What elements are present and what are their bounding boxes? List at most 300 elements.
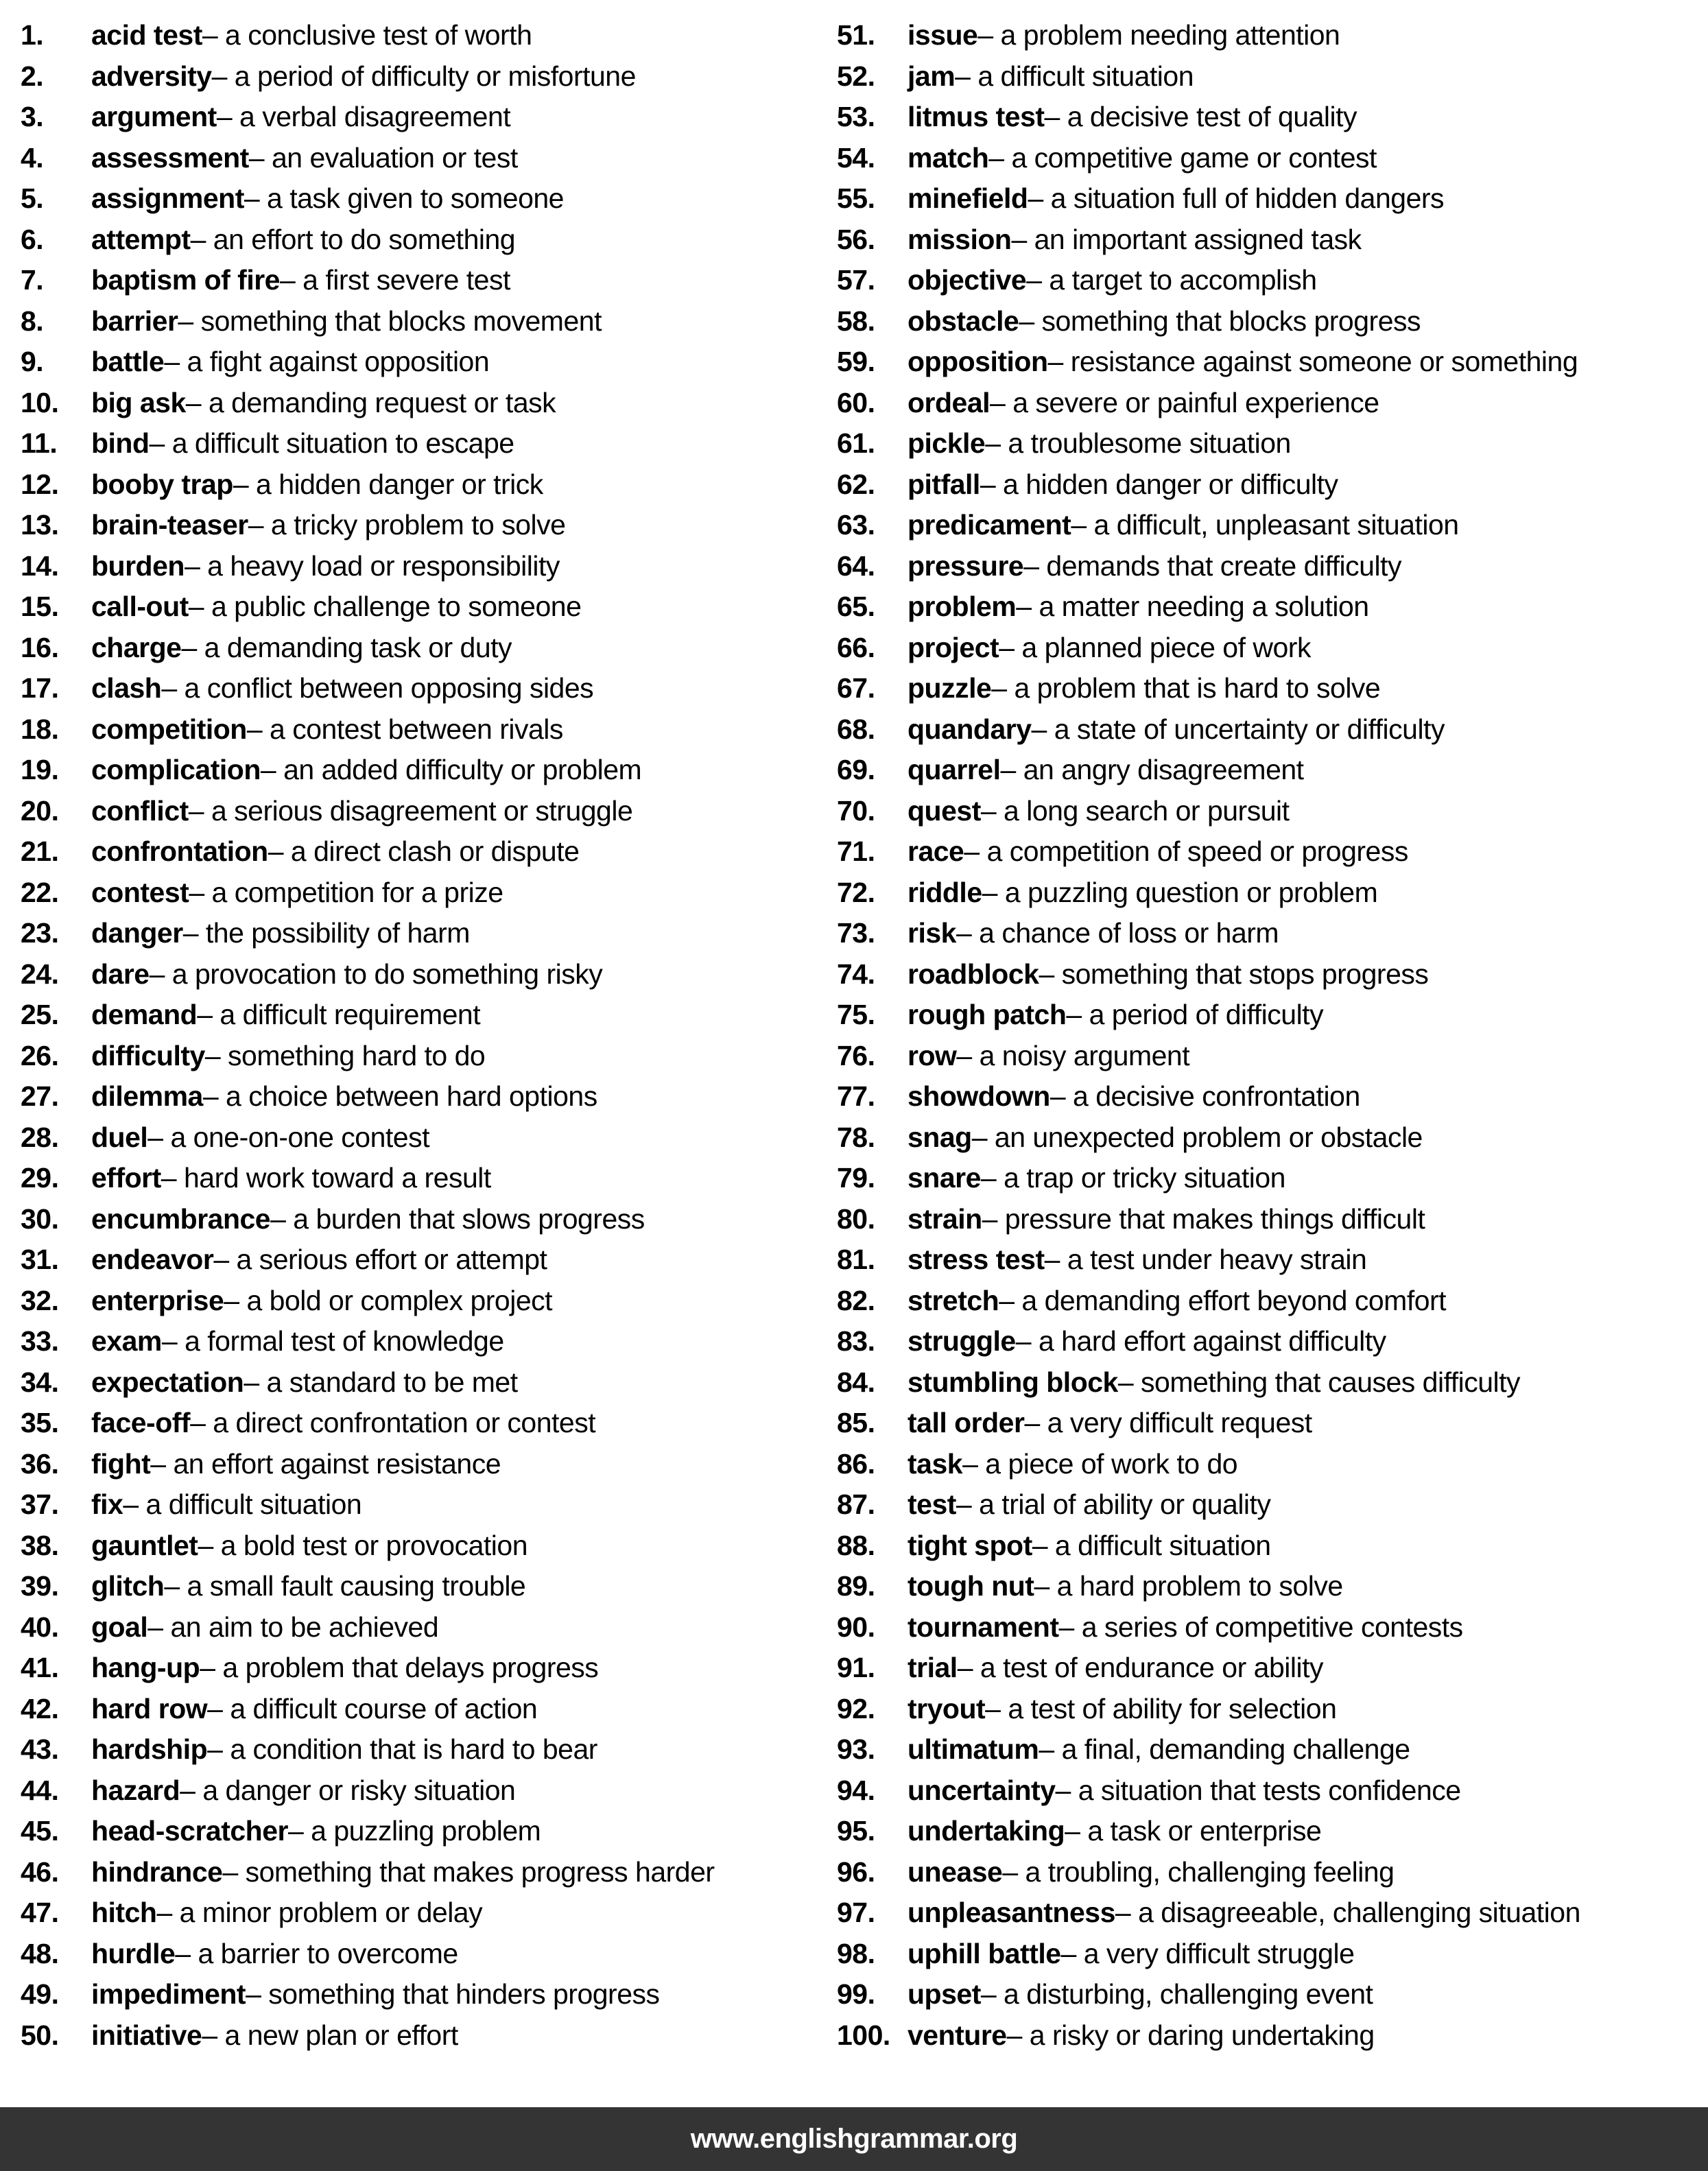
item-number: 47. <box>21 1897 59 1929</box>
list-item <box>837 2015 1708 2056</box>
item-term: danger <box>91 917 183 949</box>
item-number: 40. <box>21 1611 59 1643</box>
list-item <box>837 1484 1708 1526</box>
item-number: 35. <box>21 1407 59 1439</box>
item-definition: – a hidden danger or difficulty <box>980 468 1338 500</box>
item-number: 8. <box>21 305 44 337</box>
item-number: 12. <box>21 468 59 500</box>
item-number: 53. <box>837 101 875 133</box>
item-term: riddle <box>908 876 982 908</box>
item-definition: – a serious disagreement or struggle <box>188 794 633 827</box>
item-definition: – resistance against someone or something <box>1047 346 1578 378</box>
item-number: 45. <box>21 1815 59 1847</box>
item-definition: – a target to accomplish <box>1026 264 1317 296</box>
item-definition: – a formal test of knowledge <box>161 1325 504 1357</box>
item-definition: – something that blocks progress <box>1019 305 1421 337</box>
list-item <box>837 586 1708 628</box>
item-term: hurdle <box>91 1937 176 1969</box>
item-number: 11. <box>21 427 58 460</box>
item-definition: – hard work toward a result <box>161 1162 491 1194</box>
list-item <box>21 97 837 138</box>
item-number: 91. <box>837 1652 875 1684</box>
item-number: 37. <box>21 1488 59 1521</box>
item-definition: – a problem that delays progress <box>200 1652 599 1684</box>
list-item <box>837 1893 1708 1934</box>
list-item <box>21 1036 837 1077</box>
item-term: attempt <box>91 223 191 255</box>
item-term: minefield <box>908 182 1028 215</box>
item-definition: – a period of difficulty or misfortune <box>211 60 636 92</box>
item-definition: – a risky or daring undertaking <box>1006 2019 1375 2051</box>
item-definition: – a serious effort or attempt <box>213 1244 547 1276</box>
item-definition: – a difficult situation <box>955 60 1194 92</box>
item-term: charge <box>91 631 182 663</box>
item-term: quandary <box>908 713 1032 745</box>
item-definition: – a difficult, unpleasant situation <box>1071 509 1459 541</box>
item-number: 79. <box>837 1162 875 1194</box>
list-item <box>837 15 1708 56</box>
item-term: complication <box>91 754 261 786</box>
list-item <box>21 913 837 954</box>
item-definition: – a demanding task or duty <box>181 631 512 663</box>
item-number: 81. <box>837 1244 875 1276</box>
item-term: hang-up <box>91 1652 200 1684</box>
footer-bar <box>0 2107 1708 2171</box>
item-definition: – something that stops progress <box>1039 958 1429 990</box>
item-number: 16. <box>21 631 59 663</box>
item-definition: – an effort to do something <box>190 223 516 255</box>
item-term: head-scratcher <box>91 1815 288 1847</box>
item-definition: – an important assigned task <box>1011 223 1362 255</box>
item-definition: – the possibility of harm <box>182 917 470 949</box>
item-number: 64. <box>837 549 875 582</box>
item-number: 58. <box>837 305 875 337</box>
list-item <box>837 668 1708 709</box>
item-definition: – a test under heavy strain <box>1044 1244 1367 1276</box>
list-item <box>21 1811 837 1852</box>
item-number: 4. <box>21 141 44 174</box>
list-item <box>21 709 837 750</box>
item-term: uncertainty <box>908 1774 1056 1806</box>
item-term: unpleasantness <box>908 1897 1115 1929</box>
item-number: 97. <box>837 1897 875 1929</box>
list-item <box>21 1974 837 2015</box>
list-item <box>837 1076 1708 1117</box>
item-definition: – a difficult course of action <box>207 1692 538 1724</box>
item-number: 19. <box>21 754 59 786</box>
list-item <box>21 464 837 506</box>
item-definition: – a situation full of hidden dangers <box>1028 182 1445 215</box>
item-number: 31. <box>21 1244 59 1276</box>
item-definition: – a trap or tricky situation <box>980 1162 1285 1194</box>
list-item <box>21 1934 837 1975</box>
item-term: fix <box>91 1488 123 1521</box>
item-term: clash <box>91 672 162 704</box>
item-number: 14. <box>21 549 59 582</box>
item-number: 36. <box>21 1447 59 1480</box>
item-term: struggle <box>908 1325 1016 1357</box>
item-number: 39. <box>21 1570 59 1602</box>
list-item <box>21 1362 837 1403</box>
item-number: 76. <box>837 1039 875 1071</box>
item-definition: – a hidden danger or trick <box>233 468 543 500</box>
item-number: 84. <box>837 1366 875 1398</box>
item-term: assignment <box>91 182 244 215</box>
item-term: tall order <box>908 1407 1025 1439</box>
item-definition: – an evaluation or test <box>248 141 518 174</box>
item-number: 93. <box>837 1733 875 1766</box>
item-term: conflict <box>91 794 189 827</box>
item-definition: – a chance of loss or harm <box>956 917 1279 949</box>
item-number: 38. <box>21 1529 59 1561</box>
item-term: baptism of fire <box>91 264 280 296</box>
item-term: endeavor <box>91 1244 214 1276</box>
list-item <box>21 1729 837 1770</box>
list-item <box>837 1811 1708 1852</box>
item-term: tough nut <box>908 1570 1034 1602</box>
item-term: argument <box>91 101 217 133</box>
item-term: stress test <box>908 1244 1045 1276</box>
item-term: row <box>908 1039 957 1071</box>
item-definition: – a choice between hard options <box>202 1080 597 1113</box>
item-definition: – a final, demanding challenge <box>1039 1733 1410 1766</box>
item-definition: – something that makes progress harder <box>222 1855 715 1888</box>
item-definition: – a minor problem or delay <box>156 1897 483 1929</box>
item-definition: – a competition of speed or progress <box>964 835 1408 868</box>
list-item <box>837 1934 1708 1975</box>
item-term: hitch <box>91 1897 157 1929</box>
item-definition: – an added difficulty or problem <box>260 754 642 786</box>
item-definition: – pressure that makes things difficult <box>982 1202 1425 1235</box>
item-term: snag <box>908 1121 972 1153</box>
item-term: acid test <box>91 19 202 51</box>
item-term: match <box>908 141 989 174</box>
item-number: 42. <box>21 1692 59 1724</box>
item-definition: – a demanding effort beyond comfort <box>999 1284 1447 1316</box>
item-term: expectation <box>91 1366 244 1398</box>
list-item <box>21 1199 837 1240</box>
item-number: 57. <box>837 264 875 296</box>
item-number: 46. <box>21 1855 59 1888</box>
item-number: 62. <box>837 468 875 500</box>
list-item <box>21 1689 837 1730</box>
list-item <box>21 220 837 261</box>
item-definition: – a verbal disagreement <box>216 101 511 133</box>
list-item <box>837 546 1708 587</box>
item-number: 1. <box>21 19 44 51</box>
item-term: upset <box>908 1978 981 2010</box>
item-term: problem <box>908 591 1017 623</box>
item-number: 20. <box>21 794 59 827</box>
list-item <box>837 995 1708 1036</box>
item-number: 33. <box>21 1325 59 1357</box>
item-number: 30. <box>21 1202 59 1235</box>
item-number: 41. <box>21 1652 59 1684</box>
list-item <box>21 546 837 587</box>
list-item <box>837 1607 1708 1648</box>
item-term: mission <box>908 223 1012 255</box>
item-term: contest <box>91 876 189 908</box>
item-number: 17. <box>21 672 59 704</box>
list-item <box>21 1403 837 1444</box>
item-number: 61. <box>837 427 875 460</box>
word-list-column-right <box>837 15 1708 2056</box>
item-term: rough patch <box>908 999 1067 1031</box>
list-item <box>21 954 837 995</box>
item-term: issue <box>908 19 978 51</box>
item-term: assessment <box>91 141 249 174</box>
item-number: 68. <box>837 713 875 745</box>
list-item <box>21 178 837 220</box>
list-item <box>21 1770 837 1812</box>
item-definition: – a bold test or provocation <box>198 1529 528 1561</box>
list-item <box>21 1239 837 1281</box>
item-number: 89. <box>837 1570 875 1602</box>
item-number: 15. <box>21 591 59 623</box>
item-number: 54. <box>837 141 875 174</box>
item-number: 96. <box>837 1855 875 1888</box>
item-definition: – a provocation to do something risky <box>149 958 603 990</box>
item-definition: – a very difficult request <box>1024 1407 1312 1439</box>
list-item <box>837 1729 1708 1770</box>
item-number: 90. <box>837 1611 875 1643</box>
item-definition: – a bold or complex project <box>224 1284 553 1316</box>
item-number: 25. <box>21 999 59 1031</box>
item-term: stumbling block <box>908 1366 1118 1398</box>
item-term: ultimatum <box>908 1733 1039 1766</box>
item-term: demand <box>91 999 198 1031</box>
item-term: tight spot <box>908 1529 1032 1561</box>
item-term: hindrance <box>91 1855 223 1888</box>
list-item <box>21 668 837 709</box>
item-term: confrontation <box>91 835 268 868</box>
item-term: effort <box>91 1162 161 1194</box>
list-item <box>21 1117 837 1159</box>
item-definition: – a severe or painful experience <box>990 386 1379 418</box>
item-term: exam <box>91 1325 162 1357</box>
item-definition: – something that hinders progress <box>246 1978 660 2010</box>
item-definition: – a danger or risky situation <box>180 1774 516 1806</box>
item-definition: – a conclusive test of worth <box>202 19 532 51</box>
list-item <box>21 1281 837 1322</box>
list-item <box>21 791 837 832</box>
list-item <box>837 220 1708 261</box>
item-number: 67. <box>837 672 875 704</box>
item-definition: – a new plan or effort <box>202 2019 458 2051</box>
item-number: 60. <box>837 386 875 418</box>
item-number: 27. <box>21 1080 59 1113</box>
item-term: battle <box>91 346 165 378</box>
item-term: hardship <box>91 1733 208 1766</box>
item-term: brain-teaser <box>91 509 248 541</box>
item-term: quest <box>908 794 981 827</box>
list-item <box>837 1852 1708 1893</box>
list-item <box>837 1770 1708 1812</box>
list-item <box>21 56 837 97</box>
item-number: 63. <box>837 509 875 541</box>
item-definition: – a piece of work to do <box>962 1447 1238 1480</box>
item-definition: – a long search or pursuit <box>980 794 1290 827</box>
list-item <box>837 791 1708 832</box>
item-number: 44. <box>21 1774 59 1806</box>
item-term: face-off <box>91 1407 191 1439</box>
item-definition: – a direct clash or dispute <box>268 835 580 868</box>
list-item <box>21 342 837 383</box>
item-definition: – a noisy argument <box>956 1039 1190 1071</box>
item-definition: – something hard to do <box>204 1039 486 1071</box>
item-term: initiative <box>91 2019 202 2051</box>
item-definition: – a puzzling problem <box>287 1815 541 1847</box>
item-term: difficulty <box>91 1039 205 1071</box>
item-definition: – a period of difficulty <box>1066 999 1324 1031</box>
list-item <box>837 1974 1708 2015</box>
list-item <box>837 750 1708 791</box>
item-number: 100. <box>837 2019 890 2051</box>
item-definition: – a trial of ability or quality <box>956 1488 1271 1521</box>
list-item <box>837 56 1708 97</box>
item-number: 43. <box>21 1733 59 1766</box>
list-item <box>837 1199 1708 1240</box>
item-definition: – a condition that is hard to bear <box>207 1733 597 1766</box>
item-term: uphill battle <box>908 1937 1061 1969</box>
list-item <box>837 913 1708 954</box>
item-term: pressure <box>908 549 1024 582</box>
list-item <box>21 423 837 464</box>
item-number: 82. <box>837 1284 875 1316</box>
item-definition: – a difficult situation <box>123 1488 362 1521</box>
item-term: dilemma <box>91 1080 203 1113</box>
item-number: 34. <box>21 1366 59 1398</box>
item-number: 66. <box>837 631 875 663</box>
item-number: 65. <box>837 591 875 623</box>
item-term: roadblock <box>908 958 1039 990</box>
list-item <box>837 1648 1708 1689</box>
list-item <box>837 178 1708 220</box>
item-term: risk <box>908 917 956 949</box>
item-definition: – a contest between rivals <box>246 713 563 745</box>
list-item <box>837 260 1708 301</box>
list-item <box>21 1526 837 1567</box>
item-definition: – a problem needing attention <box>977 19 1340 51</box>
item-definition: – a hard effort against difficulty <box>1015 1325 1386 1357</box>
item-term: fight <box>91 1447 151 1480</box>
item-definition: – a troublesome situation <box>985 427 1291 460</box>
list-item <box>21 1566 837 1607</box>
item-term: showdown <box>908 1080 1050 1113</box>
item-definition: – a series of competitive contests <box>1058 1611 1463 1643</box>
item-number: 26. <box>21 1039 59 1071</box>
item-number: 95. <box>837 1815 875 1847</box>
item-term: goal <box>91 1611 148 1643</box>
list-item <box>21 1648 837 1689</box>
item-definition: – a disturbing, challenging event <box>980 1978 1373 2010</box>
item-term: opposition <box>908 346 1048 378</box>
item-term: unease <box>908 1855 1003 1888</box>
list-item <box>837 505 1708 546</box>
list-item <box>837 1158 1708 1199</box>
item-definition: – a conflict between opposing sides <box>161 672 594 704</box>
item-term: race <box>908 835 964 868</box>
item-term: litmus test <box>908 101 1045 133</box>
item-number: 6. <box>21 223 44 255</box>
item-term: big ask <box>91 386 186 418</box>
item-term: strain <box>908 1202 982 1235</box>
list-item <box>837 1566 1708 1607</box>
item-term: adversity <box>91 60 212 92</box>
item-number: 99. <box>837 1978 875 2010</box>
item-definition: – a difficult situation <box>1032 1529 1271 1561</box>
list-item <box>21 873 837 914</box>
item-definition: – a competitive game or contest <box>988 141 1377 174</box>
list-item <box>837 954 1708 995</box>
item-definition: – a tricky problem to solve <box>248 509 566 541</box>
item-term: tournament <box>908 1611 1059 1643</box>
item-term: burden <box>91 549 185 582</box>
item-term: enterprise <box>91 1284 224 1316</box>
item-number: 13. <box>21 509 59 541</box>
item-number: 55. <box>837 182 875 215</box>
item-number: 86. <box>837 1447 875 1480</box>
item-definition: – a test of ability for selection <box>985 1692 1337 1724</box>
item-definition: – a heavy load or responsibility <box>184 549 560 582</box>
item-number: 85. <box>837 1407 875 1439</box>
item-number: 48. <box>21 1937 59 1969</box>
item-term: predicament <box>908 509 1071 541</box>
item-term: bind <box>91 427 150 460</box>
item-number: 72. <box>837 876 875 908</box>
item-number: 98. <box>837 1937 875 1969</box>
item-term: dare <box>91 958 150 990</box>
item-definition: – a matter needing a solution <box>1016 591 1369 623</box>
item-definition: – a troubling, challenging feeling <box>1002 1855 1395 1888</box>
item-definition: – a situation that tests confidence <box>1055 1774 1461 1806</box>
item-number: 94. <box>837 1774 875 1806</box>
item-number: 5. <box>21 182 44 215</box>
item-number: 73. <box>837 917 875 949</box>
item-definition: – a one-on-one contest <box>147 1121 429 1153</box>
item-term: task <box>908 1447 963 1480</box>
list-item <box>837 1239 1708 1281</box>
item-definition: – a direct confrontation or contest <box>190 1407 596 1439</box>
list-item <box>21 1484 837 1526</box>
item-definition: – a difficult requirement <box>197 999 481 1031</box>
list-item <box>21 15 837 56</box>
item-definition: – a problem that is hard to solve <box>991 672 1381 704</box>
item-term: undertaking <box>908 1815 1065 1847</box>
item-definition: – a decisive confrontation <box>1049 1080 1360 1113</box>
item-number: 18. <box>21 713 59 745</box>
item-definition: – a state of uncertainty or difficulty <box>1031 713 1445 745</box>
list-item <box>837 709 1708 750</box>
item-number: 50. <box>21 2019 59 2051</box>
item-term: gauntlet <box>91 1529 198 1561</box>
item-number: 78. <box>837 1121 875 1153</box>
item-number: 23. <box>21 917 59 949</box>
list-item <box>21 1893 837 1934</box>
item-number: 32. <box>21 1284 59 1316</box>
item-number: 49. <box>21 1978 59 2010</box>
item-term: stretch <box>908 1284 999 1316</box>
list-item <box>21 2015 837 2056</box>
list-item <box>837 342 1708 383</box>
list-item <box>21 1607 837 1648</box>
item-term: competition <box>91 713 247 745</box>
item-term: tryout <box>908 1692 986 1724</box>
item-term: barrier <box>91 305 178 337</box>
list-item <box>837 1403 1708 1444</box>
item-definition: – a first severe test <box>279 264 510 296</box>
item-definition: – a barrier to overcome <box>175 1937 458 1969</box>
